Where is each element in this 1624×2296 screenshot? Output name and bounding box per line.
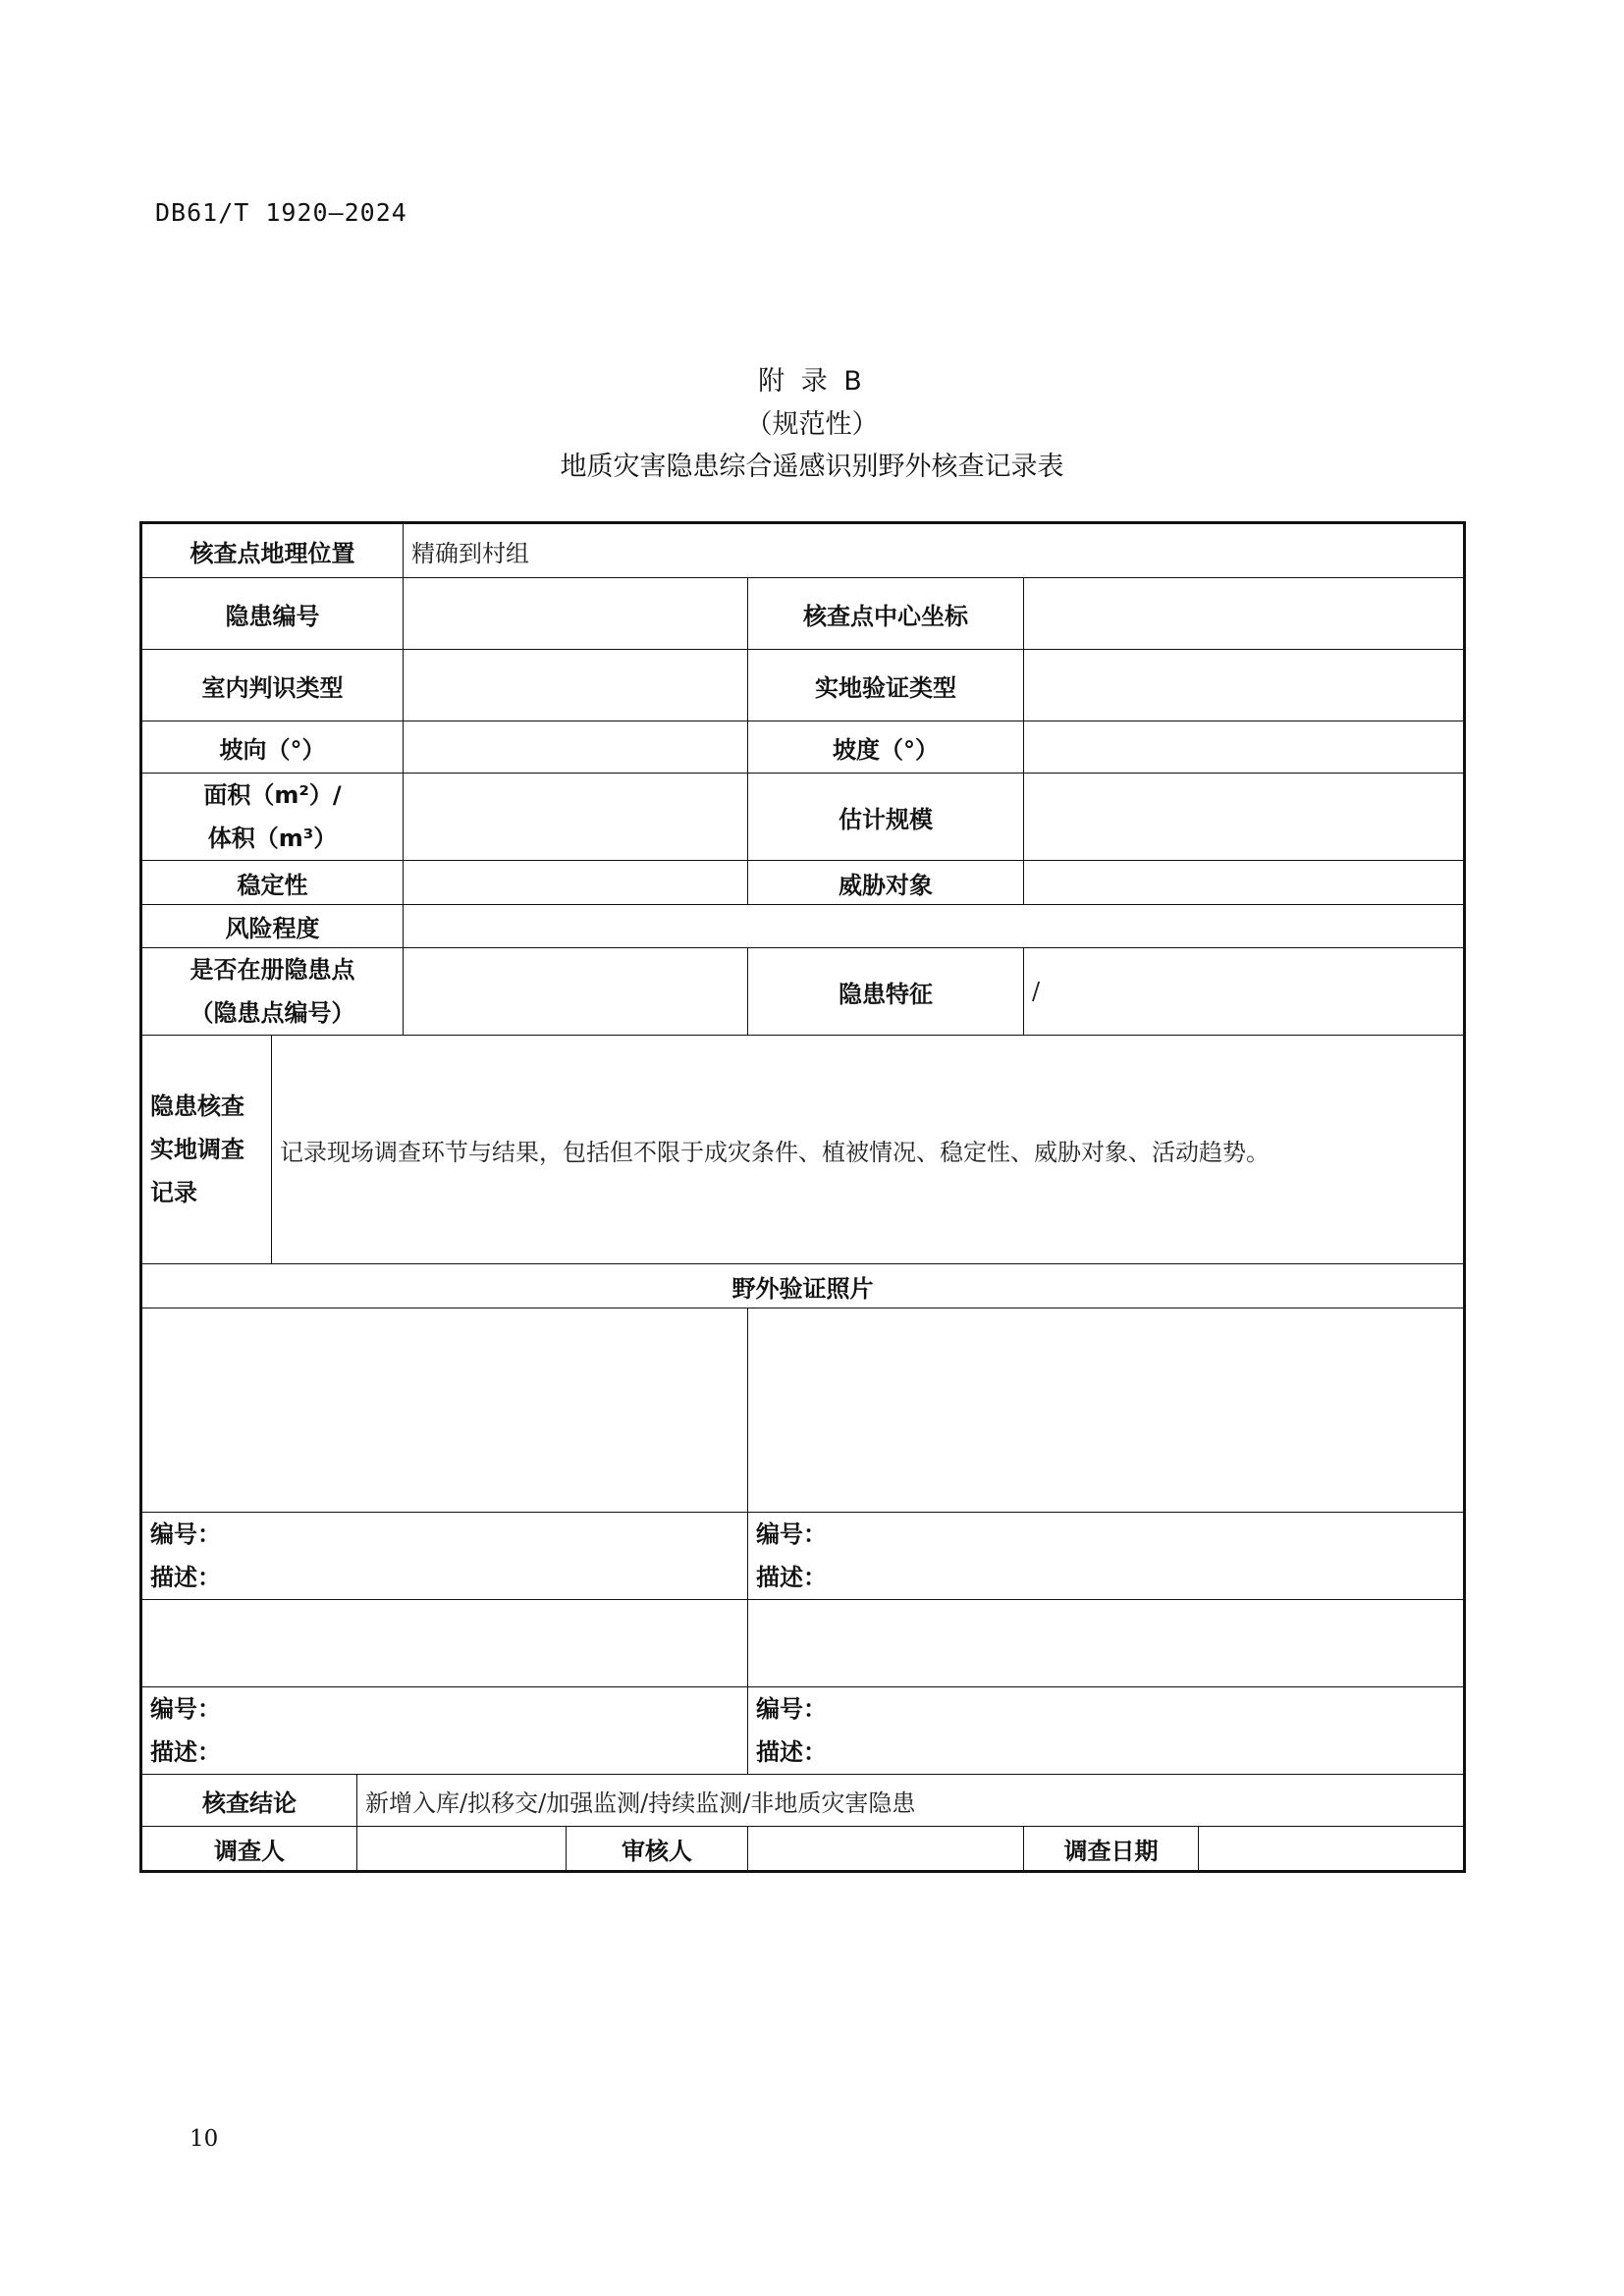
photo-4-number-label: 编号： [756,1695,828,1723]
field-type-label: 实地验证类型 [748,650,1024,721]
center-coord-label: 核查点中心坐标 [748,578,1024,650]
registered-label-line2: （隐患点编号） [189,999,355,1027]
scale-field[interactable] [1024,774,1464,861]
photo-4-desc-label: 描述： [756,1738,828,1766]
form-title: 地质灾害隐患综合遥感识别野外核查记录表 [560,452,1064,482]
conclusion-value[interactable]: 新增入库/拟移交/加强监测/持续监测/非地质灾害隐患 [357,1775,1464,1827]
record-label [142,1036,272,1264]
photo-4-caption [748,1687,1464,1775]
photo-1-desc-label: 描述： [150,1564,221,1591]
photo-1-number-label: 编号： [150,1521,221,1548]
hazard-id-field[interactable] [404,578,748,650]
page-number: 10 [189,2126,219,2152]
photo-1-area[interactable] [142,1308,748,1513]
record-note[interactable]: 记录现场调查环节与结果，包括但不限于成灾条件、植被情况、稳定性、威胁对象、活动趋势。 [272,1036,1464,1264]
photo-2-number-label: 编号： [756,1521,828,1548]
photo-2-desc-label: 描述： [756,1564,828,1591]
conclusion-label: 核查结论 [142,1775,357,1827]
feature-label: 隐患特征 [748,948,1024,1036]
volume-label: 体积（m³） [207,825,338,852]
aspect-label: 坡向（°） [142,721,404,774]
reviewer-label: 审核人 [567,1827,748,1871]
field-type-field[interactable] [1024,650,1464,721]
risk-field[interactable] [404,905,1464,948]
photo-3-number-label: 编号： [150,1695,221,1723]
photo-3-caption [142,1687,748,1775]
date-label: 调查日期 [1024,1827,1199,1871]
area-label: 面积（m²）/ [203,781,342,809]
risk-label: 风险程度 [142,905,404,948]
indoor-type-label: 室内判识类型 [142,650,404,721]
threat-field[interactable] [1024,861,1464,905]
scale-label: 估计规模 [748,774,1024,861]
investigator-label: 调查人 [142,1827,357,1871]
photos-label: 野外验证照片 [142,1264,1464,1308]
registered-label [142,948,404,1036]
photo-4-area[interactable] [748,1600,1464,1687]
slope-field[interactable] [1024,721,1464,774]
record-label-line1: 隐患核查 [150,1093,244,1120]
field-check-form [141,523,1464,1871]
photo-2-caption [748,1513,1464,1600]
location-value[interactable]: 精确到村组 [404,524,1464,578]
date-field[interactable] [1199,1827,1464,1871]
photo-2-area[interactable] [748,1308,1464,1513]
photo-1-caption [142,1513,748,1600]
registered-field[interactable] [404,948,748,1036]
appendix-nature: （规范性） [745,409,879,440]
feature-value[interactable]: / [1024,948,1464,1036]
slope-label: 坡度（°） [748,721,1024,774]
appendix-heading: 附 录 B [758,366,866,397]
stability-field[interactable] [404,861,748,905]
area-volume-field[interactable] [404,774,748,861]
investigator-field[interactable] [357,1827,567,1871]
photo-3-desc-label: 描述： [150,1738,221,1766]
indoor-type-field[interactable] [404,650,748,721]
threat-label: 威胁对象 [748,861,1024,905]
standard-code: DB61/T 1920—2024 [155,198,407,227]
photo-3-area[interactable] [142,1600,748,1687]
registered-label-line1: 是否在册隐患点 [189,956,355,984]
reviewer-field[interactable] [748,1827,1024,1871]
aspect-field[interactable] [404,721,748,774]
hazard-id-label: 隐患编号 [142,578,404,650]
area-volume-label [142,774,404,861]
location-label: 核查点地理位置 [142,524,404,578]
record-label-line2: 实地调查 [150,1136,244,1163]
center-coord-field[interactable] [1024,578,1464,650]
record-label-line3: 记录 [150,1179,197,1206]
stability-label: 稳定性 [142,861,404,905]
